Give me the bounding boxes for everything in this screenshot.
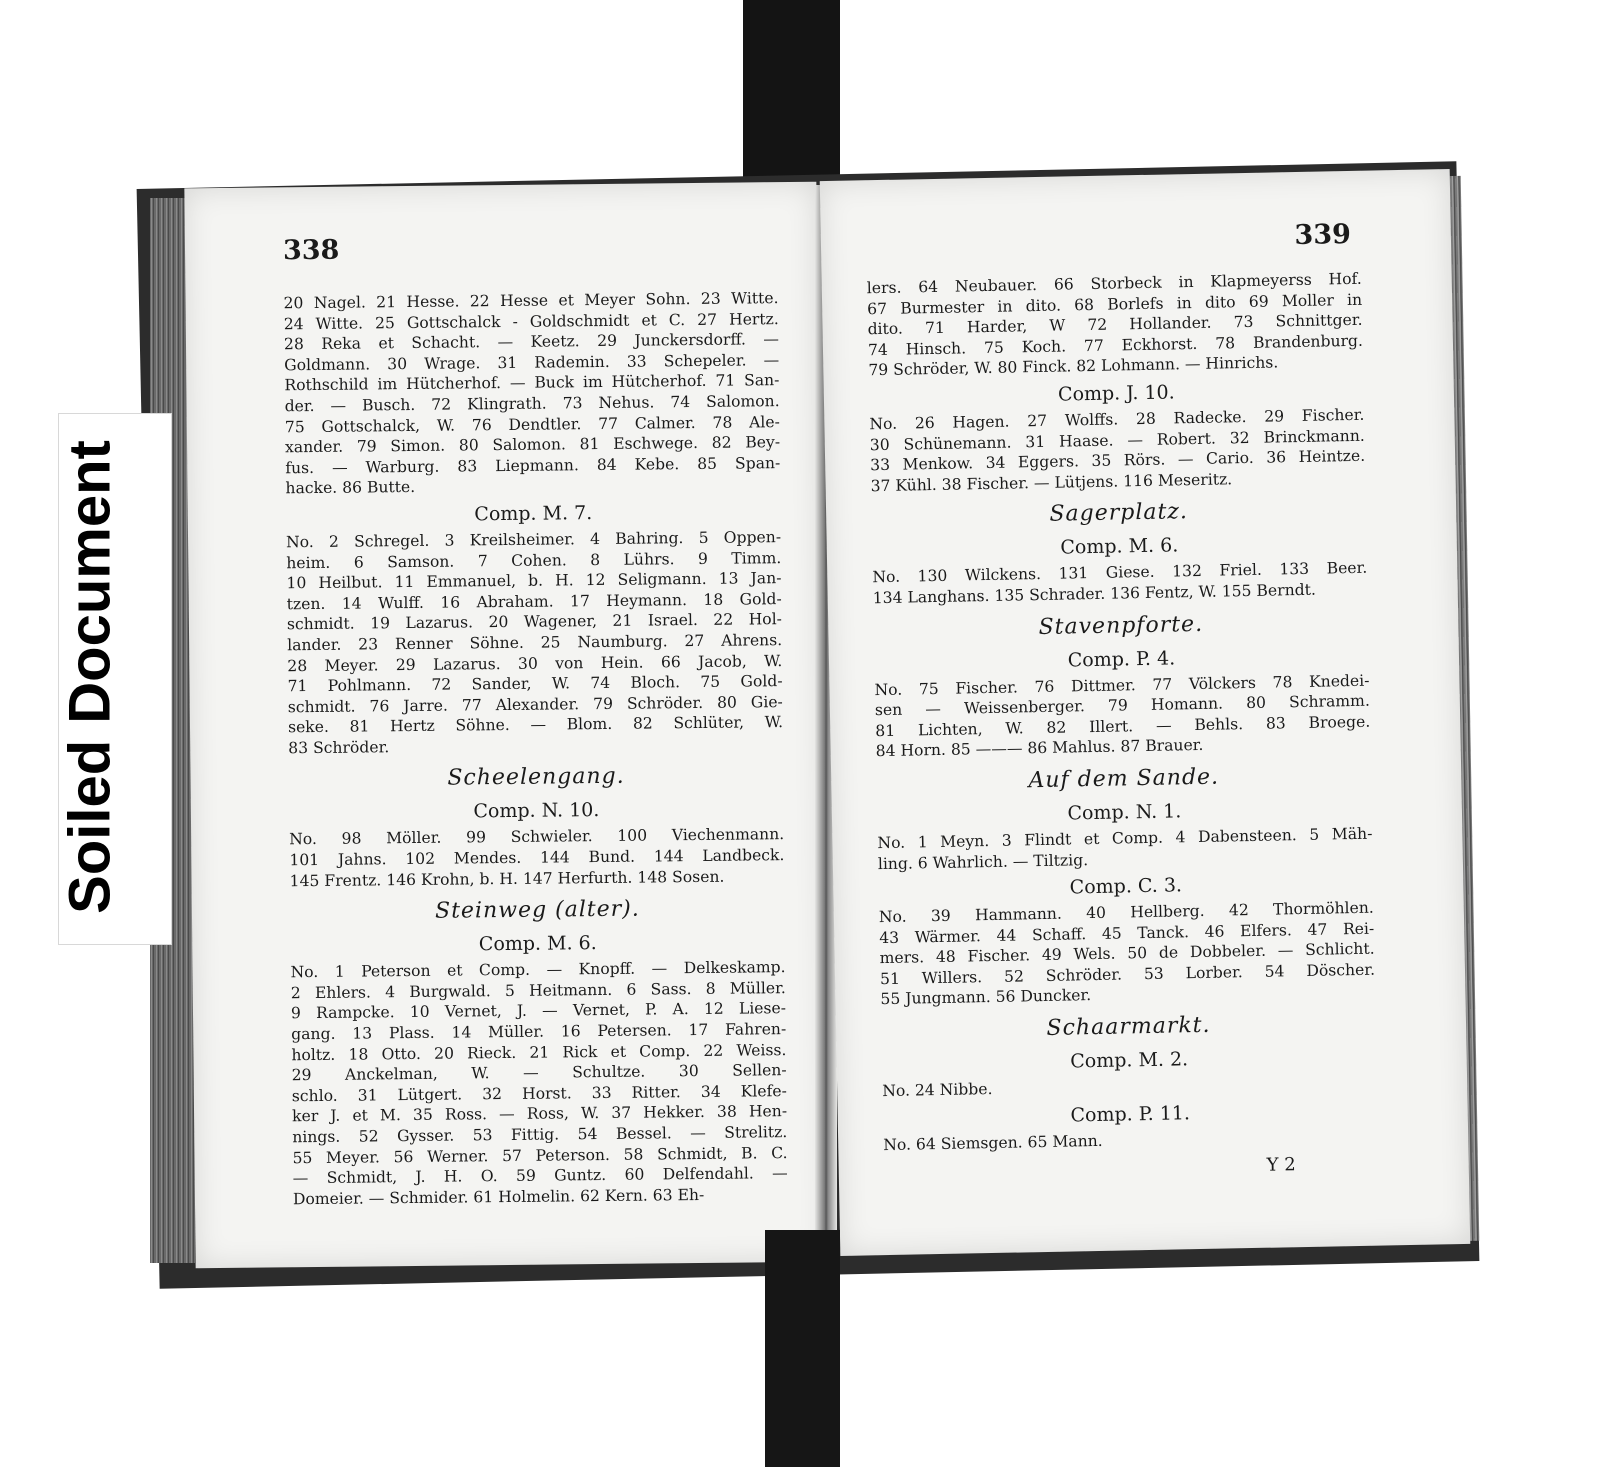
entry-line: 43 Wärmer. 44 Schaff. 45 Tanck. 46 Elfers. 47 Rei- bbox=[879, 919, 1375, 947]
entry-line: 2 Ehlers. 4 Burgwald. 5 Heitmann. 6 Sass. 8 Müller. bbox=[290, 978, 786, 1003]
entry-line: 84 Horn. 85 ——— 86 Mahlus. 87 Brauer. bbox=[875, 736, 1204, 761]
street-heading: Steinweg (alter). bbox=[434, 896, 640, 925]
entry-line: 33 Menkow. 34 Eggers. 35 Rörs. — Cario. 36 Heintze. bbox=[870, 446, 1366, 475]
comp-heading: Comp. N. 1. bbox=[1067, 800, 1182, 825]
entry-line: 71 Pohlmann. 72 Sander, W. 74 Bloch. 75 Gold- bbox=[287, 672, 783, 696]
entry-line: No. 1 Peterson et Comp. — Knopff. — Delkeskamp. bbox=[290, 958, 786, 982]
page-number-right: 339 bbox=[1294, 218, 1352, 252]
entry-line: ling. 6 Wahrlich. — Tiltzig. bbox=[877, 850, 1089, 873]
entry-line: schmidt. 76 Jarre. 77 Alexander. 79 Schröder. 80 Gie- bbox=[287, 692, 783, 716]
entry-line: nings. 52 Gysser. 53 Fittig. 54 Bessel. — Strelitz. bbox=[292, 1123, 788, 1147]
entry-line: dito. 71 Harder, W 72 Hollander. 73 Schnittger. bbox=[867, 310, 1363, 339]
entry-line: No. 75 Fischer. 76 Dittmer. 77 Völckers 78 Knedei- bbox=[874, 671, 1370, 699]
street-heading: Stavenpforte. bbox=[1038, 611, 1204, 640]
entry-line: xander. 79 Simon. 80 Salomon. 81 Eschwege. 82 Bey- bbox=[284, 433, 781, 457]
entry-line: lander. 23 Renner Söhne. 25 Naumburg. 27 Ahrens. bbox=[287, 631, 783, 655]
comp-heading: Comp. P. 11. bbox=[1070, 1101, 1191, 1127]
entry-line: Goldmann. 30 Wrage. 31 Rademin. 33 Schepeler. — bbox=[284, 350, 780, 375]
entry-line: der. — Busch. 72 Klingrath. 73 Nehus. 74 Salomon. bbox=[284, 392, 780, 416]
entry-line: — Schmidt, J. H. O. 59 Guntz. 60 Delfendahl. — bbox=[292, 1164, 788, 1188]
right-page bbox=[820, 169, 1471, 1256]
entry-line: No. 2 Schregel. 3 Kreilsheimer. 4 Bahring. 5 Oppen- bbox=[285, 528, 782, 552]
comp-heading: Comp. N. 10. bbox=[473, 799, 600, 823]
entry-line: 75 Gottschalck, W. 76 Dendtler. 77 Calmer. 78 Ale- bbox=[284, 412, 780, 436]
entry-line: 74 Hinsch. 75 Koch. 77 Eckhorst. 78 Brandenburg. bbox=[867, 331, 1364, 360]
comp-heading: Comp. M. 6. bbox=[478, 932, 597, 956]
entry-line: 51 Willers. 52 Schröder. 53 Lorber. 54 Döscher. bbox=[879, 960, 1376, 989]
entry-line: 28 Meyer. 29 Lazarus. 30 von Hein. 66 Jacob, W. bbox=[287, 651, 783, 675]
comp-heading: Comp. C. 3. bbox=[1069, 874, 1183, 899]
signature-mark: Y 2 bbox=[1266, 1154, 1296, 1176]
comp-heading: Comp. M. 2. bbox=[1070, 1048, 1189, 1073]
entry-line: No. 98 Möller. 99 Schwieler. 100 Viechenmann. bbox=[289, 825, 785, 849]
entry-line: No. 1 Meyn. 3 Flindt et Comp. 4 Dabensteen. 5 Mäh- bbox=[877, 824, 1373, 853]
left-page-text bbox=[283, 288, 788, 1210]
entry-line: 101 Jahns. 102 Mendes. 144 Bund. 144 Landbeck. bbox=[289, 846, 785, 870]
comp-heading: Comp. P. 4. bbox=[1067, 646, 1176, 672]
entry-line: No. 39 Hammann. 40 Hellberg. 42 Thormöhlen. bbox=[878, 898, 1374, 927]
entry-line: lers. 64 Neubauer. 66 Storbeck in Klapmeyerss Hof. bbox=[866, 269, 1362, 298]
entry-line: mers. 48 Fischer. 49 Wels. 50 de Dobbeler. — Schlicht. bbox=[879, 939, 1375, 968]
entry-line: 9 Rampcke. 10 Vernet, J. — Vernet, P. A. 12 Liese- bbox=[290, 999, 787, 1023]
street-heading: Scheelengang. bbox=[447, 764, 625, 792]
entry-line: holtz. 18 Otto. 20 Rieck. 21 Rick et Comp. 22 Weiss. bbox=[291, 1040, 787, 1064]
entry-line: 30 Schünemann. 31 Haase. — Robert. 32 Brinckmann. bbox=[869, 426, 1365, 454]
entry-line: No. 130 Wilckens. 131 Giese. 132 Friel. 133 Beer. bbox=[872, 559, 1368, 587]
comp-heading: Comp. J. 10. bbox=[1057, 381, 1175, 406]
entry-line: No. 26 Hagen. 27 Wolffs. 28 Radecke. 29 Fischer. bbox=[869, 405, 1365, 434]
bookmark-ribbon-top bbox=[743, 0, 840, 190]
entry-line: 55 Jungmann. 56 Duncker. bbox=[880, 986, 1092, 1009]
entry-line: 28 Reka et Schacht. — Keetz. 29 Junckersdorff. — bbox=[283, 330, 780, 354]
right-page-text bbox=[867, 269, 1379, 1184]
street-heading: Schaarmarkt. bbox=[1046, 1012, 1211, 1042]
entry-line: hacke. 86 Butte. bbox=[285, 478, 416, 498]
entry-line: 24 Witte. 25 Gottschalck - Goldschmidt et C. 27 Hertz. bbox=[283, 309, 779, 333]
comp-heading: Comp. M. 6. bbox=[1060, 534, 1179, 559]
entry-line: 55 Meyer. 56 Werner. 57 Peterson. 58 Schmidt, B. C. bbox=[292, 1143, 788, 1167]
bookmark-ribbon-bottom bbox=[765, 1230, 840, 1467]
entry-line: 29 Anckelman, W. — Schultze. 30 Sellen- bbox=[291, 1061, 787, 1085]
entry-line: gang. 13 Plass. 14 Müller. 16 Petersen. 17 Fahren- bbox=[291, 1020, 787, 1044]
street-heading: Auf dem Sande. bbox=[1028, 764, 1220, 794]
entry-line: Rothschild im Hütcherhof. — Buck im Hütcherhof. 71 San- bbox=[284, 371, 780, 395]
entry-line: ker J. et M. 35 Ross. — Ross, W. 37 Hekker. 38 Hen- bbox=[291, 1102, 788, 1126]
entry-line: heim. 6 Samson. 7 Cohen. 8 Lührs. 9 Timm. bbox=[286, 548, 782, 572]
street-heading: Sagerplatz. bbox=[1049, 499, 1189, 528]
entry-line: 81 Lichten, W. 82 Illert. — Behls. 83 Broege. bbox=[875, 712, 1371, 740]
entry-line: No. 64 Siemsgen. 65 Mann. bbox=[883, 1131, 1103, 1154]
page-number-left: 338 bbox=[282, 234, 340, 267]
entry-line: 10 Heilbut. 11 Emmanuel, b. H. 12 Seligmann. 13 Jan- bbox=[286, 569, 782, 593]
entry-line: tzen. 14 Wulff. 16 Abraham. 17 Heymann. 18 Gold- bbox=[286, 589, 782, 614]
entry-line: 67 Burmester in dito. 68 Borlefs in dito 69 Moller in bbox=[867, 290, 1363, 318]
soiled-document-label: Soiled Document bbox=[57, 440, 123, 914]
entry-line: 20 Nagel. 21 Hesse. 22 Hesse et Meyer Sohn. 23 Witte. bbox=[283, 289, 779, 313]
entry-line: 145 Frentz. 146 Krohn, b. H. 147 Herfurth. 148 Sosen. bbox=[289, 867, 725, 890]
left-page bbox=[184, 182, 827, 1269]
entry-line: Domeier. — Schmider. 61 Holmelin. 62 Kern. 63 Eh- bbox=[292, 1185, 705, 1209]
entry-line: seke. 81 Hertz Söhne. — Blom. 82 Schlüter, W. bbox=[287, 713, 784, 737]
entry-line: schlo. 31 Lütgert. 32 Horst. 33 Ritter. 34 Klefe- bbox=[291, 1081, 787, 1106]
entry-line: fus. — Warburg. 83 Liepmann. 84 Kebe. 85 Span- bbox=[285, 453, 781, 478]
comp-heading: Comp. M. 7. bbox=[474, 502, 593, 526]
entry-line: 83 Schröder. bbox=[288, 738, 390, 758]
entry-line: sen — Weissenberger. 79 Homann. 80 Schramm. bbox=[874, 691, 1370, 720]
entry-line: 134 Langhans. 135 Schrader. 136 Fentz, W. 155 Berndt. bbox=[872, 580, 1317, 608]
entry-line: 37 Kühl. 38 Fischer. — Lütjens. 116 Meseritz. bbox=[870, 470, 1233, 495]
entry-line: 79 Schröder, W. 80 Finck. 82 Lohmann. — Hinrichs. bbox=[868, 353, 1279, 380]
entry-line: schmidt. 19 Lazarus. 20 Wagener, 21 Israel. 22 Hol- bbox=[286, 610, 783, 634]
entry-line: No. 24 Nibbe. bbox=[882, 1080, 993, 1101]
